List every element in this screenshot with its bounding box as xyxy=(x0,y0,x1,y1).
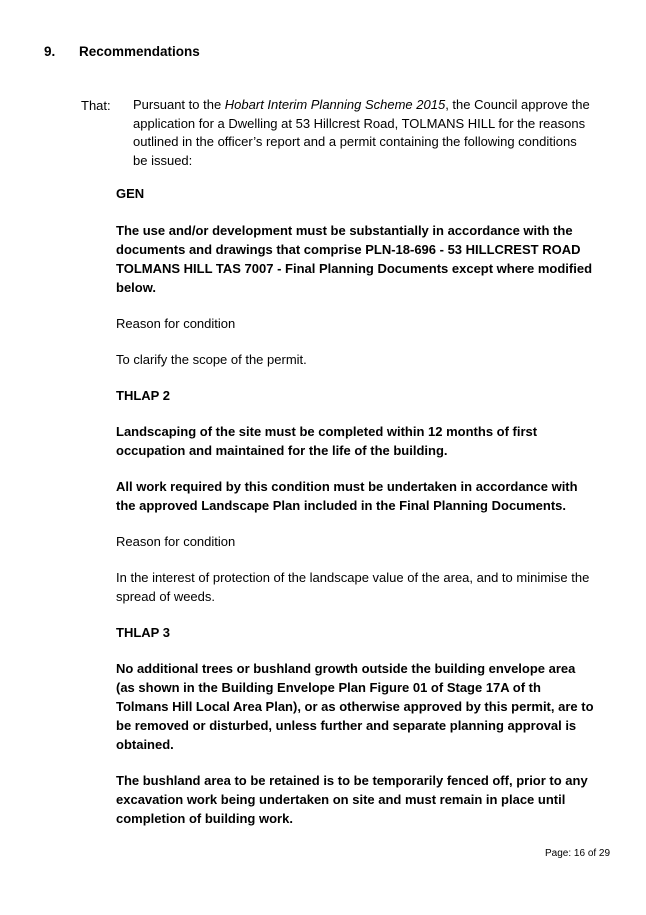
condition-code-thlap3: THLAP 3 xyxy=(116,625,170,641)
planning-scheme-name: Hobart Interim Planning Scheme 2015 xyxy=(224,97,446,112)
reason-label: Reason for condition xyxy=(116,316,236,332)
recommendation-body xyxy=(116,96,596,828)
section-number: 9. xyxy=(44,44,56,59)
that-label: That: xyxy=(81,98,111,113)
intro-text-before: Pursuant to the xyxy=(133,97,225,112)
condition-code-gen: GEN xyxy=(116,186,145,202)
page-number: Page: 16 of 29 xyxy=(545,848,611,859)
reason-text: To clarify the scope of the permit. xyxy=(116,352,307,368)
reason-text: In the interest of protection of the landscape value of the area, and to minimise the spread of weeds. xyxy=(116,570,590,605)
condition-requirement: The use and/or development must be substantially in accordance with the documents and drawings that comprise PLN-18-696 - 53 HILLCREST ROAD TOLMANS HILL TAS 7007 - Final Planning Documents except where modified below. xyxy=(116,223,593,296)
condition-requirement: The bushland area to be retained is to be temporarily fenced off, prior to any excavation work being undertaken on site and must remain in place until completion of building work. xyxy=(116,773,588,827)
condition-requirement: Landscaping of the site must be completed within 12 months of first occupation and maintained for the life of the building. xyxy=(116,424,538,459)
intro-text-after: , the Council approve the application for a Dwelling at 53 Hillcrest Road, TOLMANS HILL for the reasons outlined in the officer’s report and a permit containing the following conditions be issued: xyxy=(133,97,590,168)
condition-requirement: No additional trees or bushland growth outside the building envelope area (as shown in the Building Envelope Plan Figure 01 of Stage 17A of th Tolmans Hill Local Area Plan), or as otherwise approved by this permit, are to be removed or disturbed, unless further and separate planning approval is obtained. xyxy=(116,661,594,753)
intro-paragraph xyxy=(133,96,593,170)
section-title: Recommendations xyxy=(79,44,200,59)
condition-code-thlap2: THLAP 2 xyxy=(116,388,170,404)
condition-requirement: All work required by this condition must be undertaken in accordance with the approved Landscape Plan included in the Final Planning Documents. xyxy=(116,479,578,514)
reason-label: Reason for condition xyxy=(116,534,236,550)
